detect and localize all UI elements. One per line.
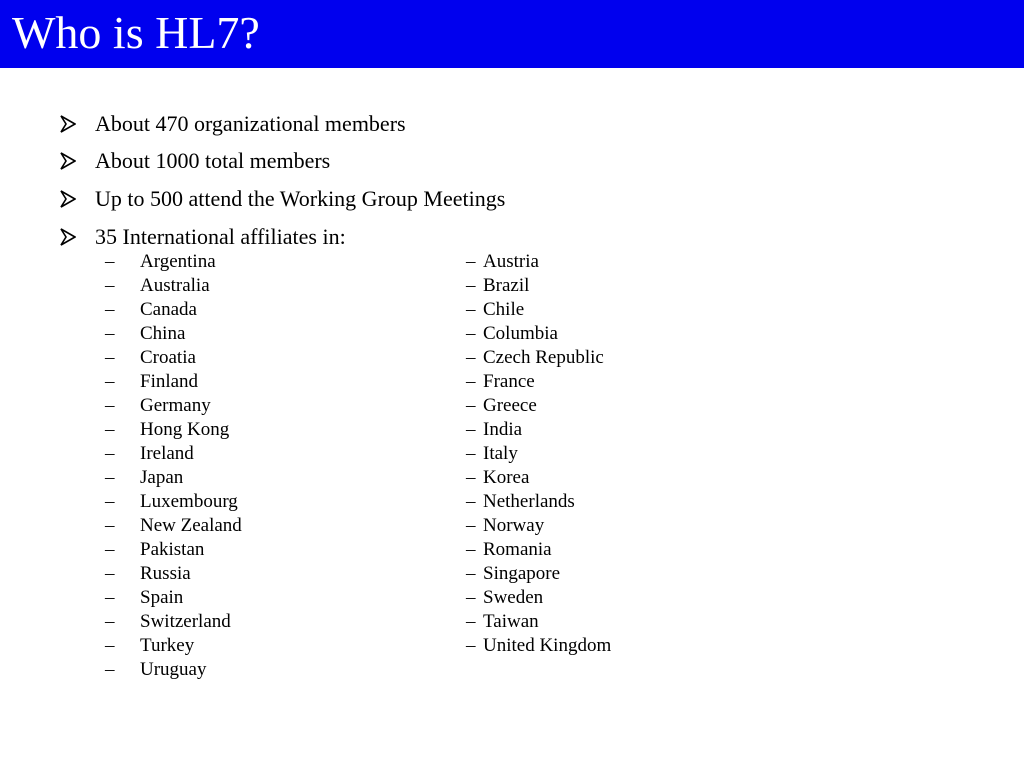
dash-marker: – — [466, 635, 476, 656]
affiliate-name: Croatia — [140, 347, 196, 368]
affiliate-name: France — [483, 371, 535, 392]
affiliate-name: Singapore — [483, 563, 561, 584]
arrow-bullet-icon — [60, 228, 76, 246]
affiliate-name: Finland — [140, 371, 199, 392]
arrow-bullet-icon — [60, 190, 76, 208]
affiliate-name: Russia — [140, 563, 191, 584]
dash-marker: – — [105, 515, 115, 536]
affiliate-name: Argentina — [140, 251, 216, 272]
affiliate-name: Greece — [483, 395, 537, 416]
bullet-text: 35 International affiliates in: — [95, 224, 346, 249]
dash-marker: – — [105, 563, 115, 584]
bullet-text: About 1000 total members — [95, 148, 331, 173]
dash-marker: – — [105, 371, 115, 392]
dash-marker: – — [105, 659, 115, 680]
affiliate-name: Austria — [483, 251, 539, 272]
affiliate-name: Czech Republic — [483, 347, 604, 368]
dash-marker: – — [466, 395, 476, 416]
affiliate-name: New Zealand — [140, 515, 242, 536]
affiliate-name: Hong Kong — [140, 419, 230, 440]
affiliate-name: United Kingdom — [483, 635, 612, 656]
affiliate-name: Chile — [483, 299, 525, 320]
affiliate-name: Korea — [483, 467, 530, 488]
dash-marker: – — [466, 443, 476, 464]
dash-marker: – — [105, 587, 115, 608]
bullet-text: About 470 organizational members — [95, 111, 406, 136]
affiliate-name: China — [140, 323, 186, 344]
dash-marker: – — [105, 251, 115, 272]
dash-marker: – — [466, 491, 476, 512]
affiliate-name: Sweden — [483, 587, 544, 608]
affiliate-name: Romania — [483, 539, 552, 560]
dash-marker: – — [105, 491, 115, 512]
dash-marker: – — [105, 635, 115, 656]
affiliate-name: Taiwan — [483, 611, 539, 632]
dash-marker: – — [105, 395, 115, 416]
dash-marker: – — [466, 299, 476, 320]
slide-title: Who is HL7? — [12, 7, 260, 58]
dash-marker: – — [466, 275, 476, 296]
affiliate-name: India — [483, 419, 523, 440]
dash-marker: – — [105, 323, 115, 344]
affiliate-name: Uruguay — [140, 659, 207, 680]
title-bar — [0, 0, 1024, 68]
affiliate-name: Australia — [140, 275, 210, 296]
dash-marker: – — [466, 251, 476, 272]
dash-marker: – — [466, 347, 476, 368]
affiliate-name: Germany — [140, 395, 211, 416]
dash-marker: – — [105, 419, 115, 440]
dash-marker: – — [466, 611, 476, 632]
affiliate-name: Pakistan — [140, 539, 205, 560]
affiliate-name: Brazil — [483, 275, 530, 296]
dash-marker: – — [105, 299, 115, 320]
dash-marker: – — [466, 467, 476, 488]
dash-marker: – — [105, 347, 115, 368]
dash-marker: – — [466, 515, 476, 536]
affiliate-name: Netherlands — [483, 491, 575, 512]
affiliate-name: Ireland — [140, 443, 194, 464]
dash-marker: – — [466, 539, 476, 560]
dash-marker: – — [105, 275, 115, 296]
arrow-bullet-icon — [60, 115, 76, 133]
dash-marker: – — [466, 563, 476, 584]
arrow-bullet-icon — [60, 152, 76, 170]
dash-marker: – — [105, 539, 115, 560]
affiliate-name: Spain — [140, 587, 184, 608]
dash-marker: – — [466, 323, 476, 344]
affiliate-name: Japan — [140, 467, 184, 488]
affiliate-name: Columbia — [483, 323, 558, 344]
dash-marker: – — [466, 371, 476, 392]
dash-marker: – — [105, 611, 115, 632]
dash-marker: – — [466, 587, 476, 608]
affiliate-name: Luxembourg — [140, 491, 238, 512]
affiliate-name: Italy — [483, 443, 518, 464]
affiliate-name: Norway — [483, 515, 545, 536]
bullet-text: Up to 500 attend the Working Group Meetings — [95, 186, 506, 211]
affiliate-name: Switzerland — [140, 611, 231, 632]
dash-marker: – — [105, 443, 115, 464]
dash-marker: – — [466, 419, 476, 440]
affiliate-name: Turkey — [140, 635, 195, 656]
dash-marker: – — [105, 467, 115, 488]
affiliate-name: Canada — [140, 299, 197, 320]
